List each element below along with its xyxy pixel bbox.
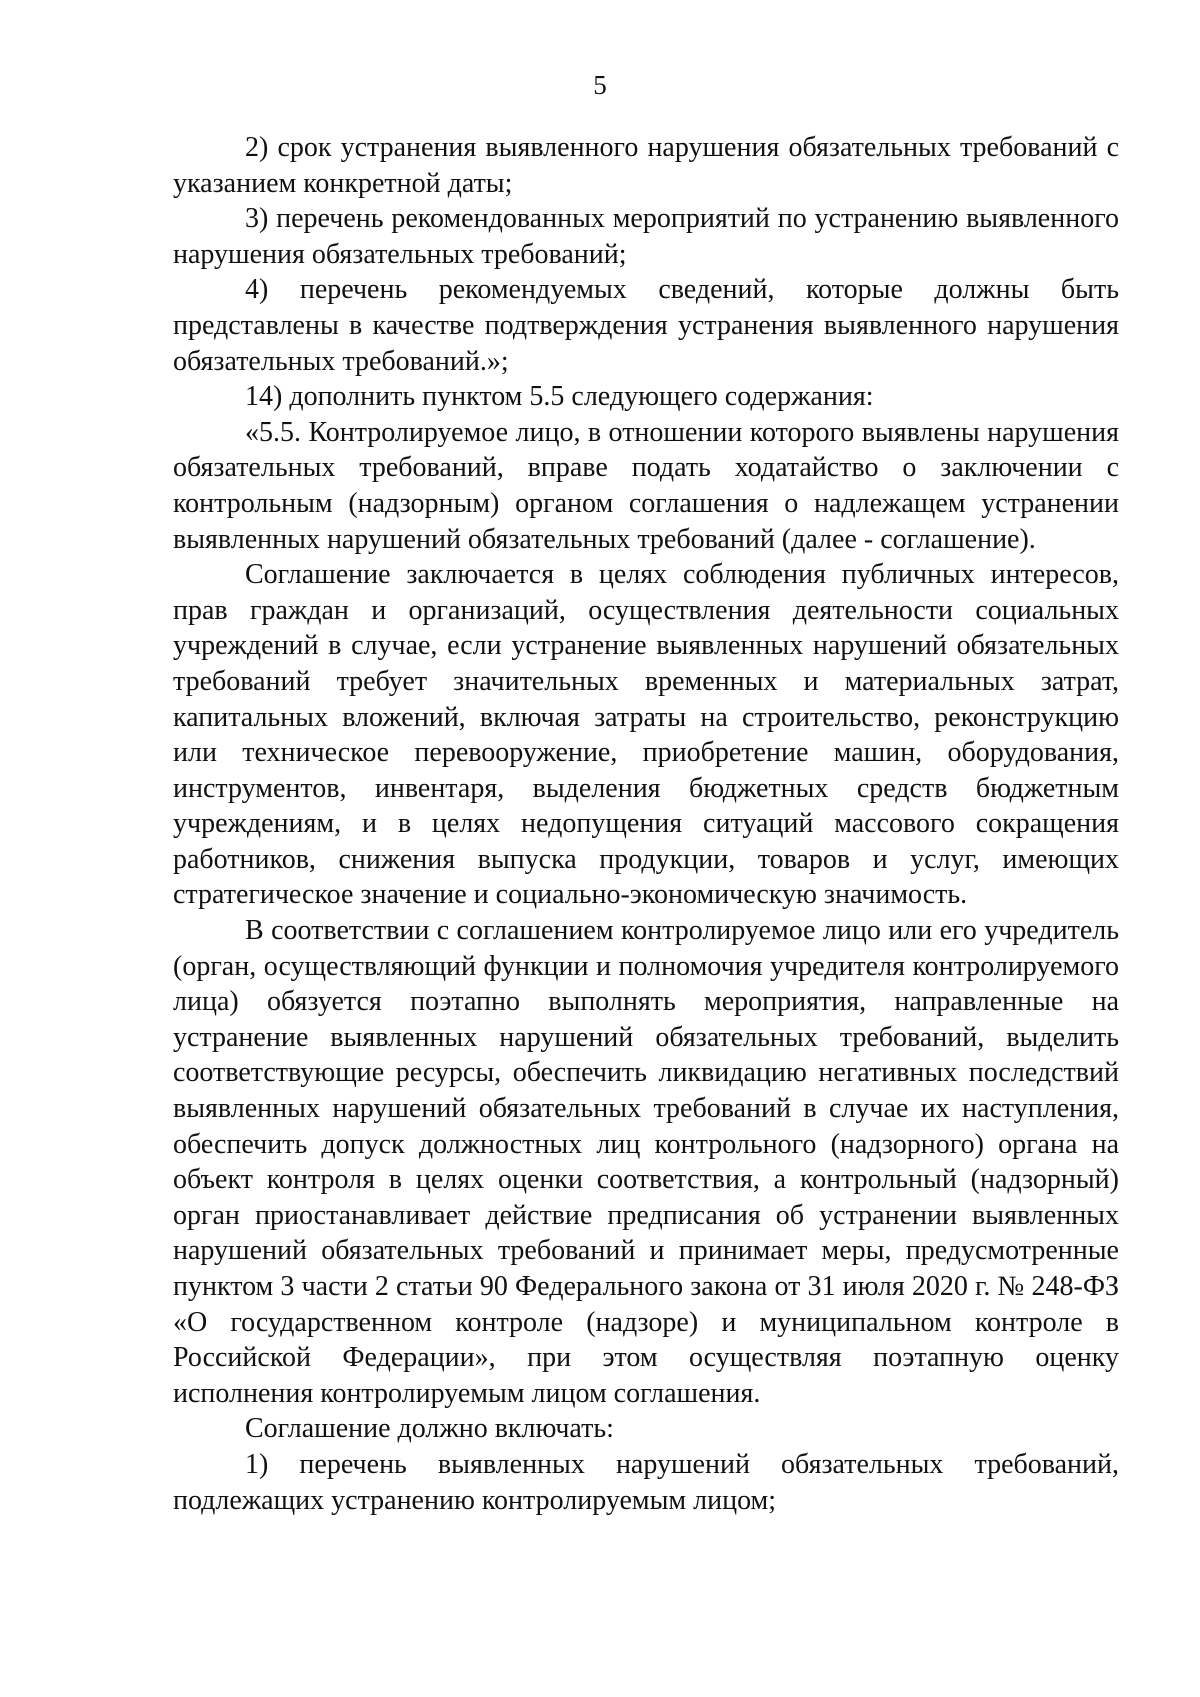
- paragraph-agreement-obligations: В соответствии с соглашением контролируемое лицо или его учредитель (орган, осуществляющий функции и полномочия учредителя контролируемого лица) обязуется поэтапно выполнять мероприятия, направленные на устранение выявленных нарушений обязательных требований, выделить соответствующие ресурсы, обеспечить ликвидацию негативных последствий выявленных нарушений обязательных требований в случае их наступления, обеспечить допуск должностных лиц контрольного (надзорного) органа на объект контроля в целях оценки соответствия, а контрольный (надзорный) орган приостанавливает действие предписания об устранении выявленных нарушений обязательных требований и принимает меры, предусмотренные пунктом 3 части 2 статьи 90 Федерального закона от 31 июля 2020 г. № 248-ФЗ «О государственном контроле (надзоре) и муниципальном контроле в Российской Федерации», при этом осуществляя поэтапную оценку исполнения контролируемым лицом соглашения.: [173, 915, 1119, 1409]
- paragraph-agreement-purpose: Соглашение заключается в целях соблюдения публичных интересов, прав граждан и организаций, осуществления деятельности социальных учреждений в случае, если устранение выявленных нарушений обязательных требований требует значительных временных и материальных затрат, капитальных вложений, включая затраты на строительство, реконструкцию или техническое перевооружение, приобретение машин, оборудования, инструментов, инвентаря, выделения бюджетных средств бюджетным учреждениям, и в целях недопущения ситуаций массового сокращения работников, снижения выпуска продукции, товаров и услуг, имеющих стратегическое значение и социально-экономическую значимость.: [173, 559, 1119, 911]
- paragraph-item-3: 3) перечень рекомендованных мероприятий по устранению выявленного нарушения обязательных требований;: [173, 203, 1119, 270]
- paragraph-item-4: 4) перечень рекомендуемых сведений, которые должны быть представлены в качестве подтверждения устранения выявленного нарушения обязательных требований.»;: [173, 274, 1119, 377]
- paragraph-contents-item-1: 1) перечень выявленных нарушений обязательных требований, подлежащих устранению контролируемым лицом;: [173, 1448, 1119, 1516]
- paragraph-agreement-contents: Соглашение должно включать:: [245, 1413, 614, 1445]
- document-body: [173, 130, 1119, 1518]
- page-number: 5: [593, 70, 607, 100]
- paragraph-item-2: 2) срок устранения выявленного нарушения обязательных требований с указанием конкретной даты;: [173, 132, 1119, 199]
- paragraph-amendment-14: 14) дополнить пунктом 5.5 следующего содержания:: [245, 381, 874, 413]
- paragraph-clause-5-5: «5.5. Контролируемое лицо, в отношении которого выявлены нарушения обязательных требований, вправе подать ходатайство о заключении с контрольным (надзорным) органом соглашения о надлежащем устранении выявленных нарушений обязательных требований (далее - соглашение).: [173, 416, 1119, 555]
